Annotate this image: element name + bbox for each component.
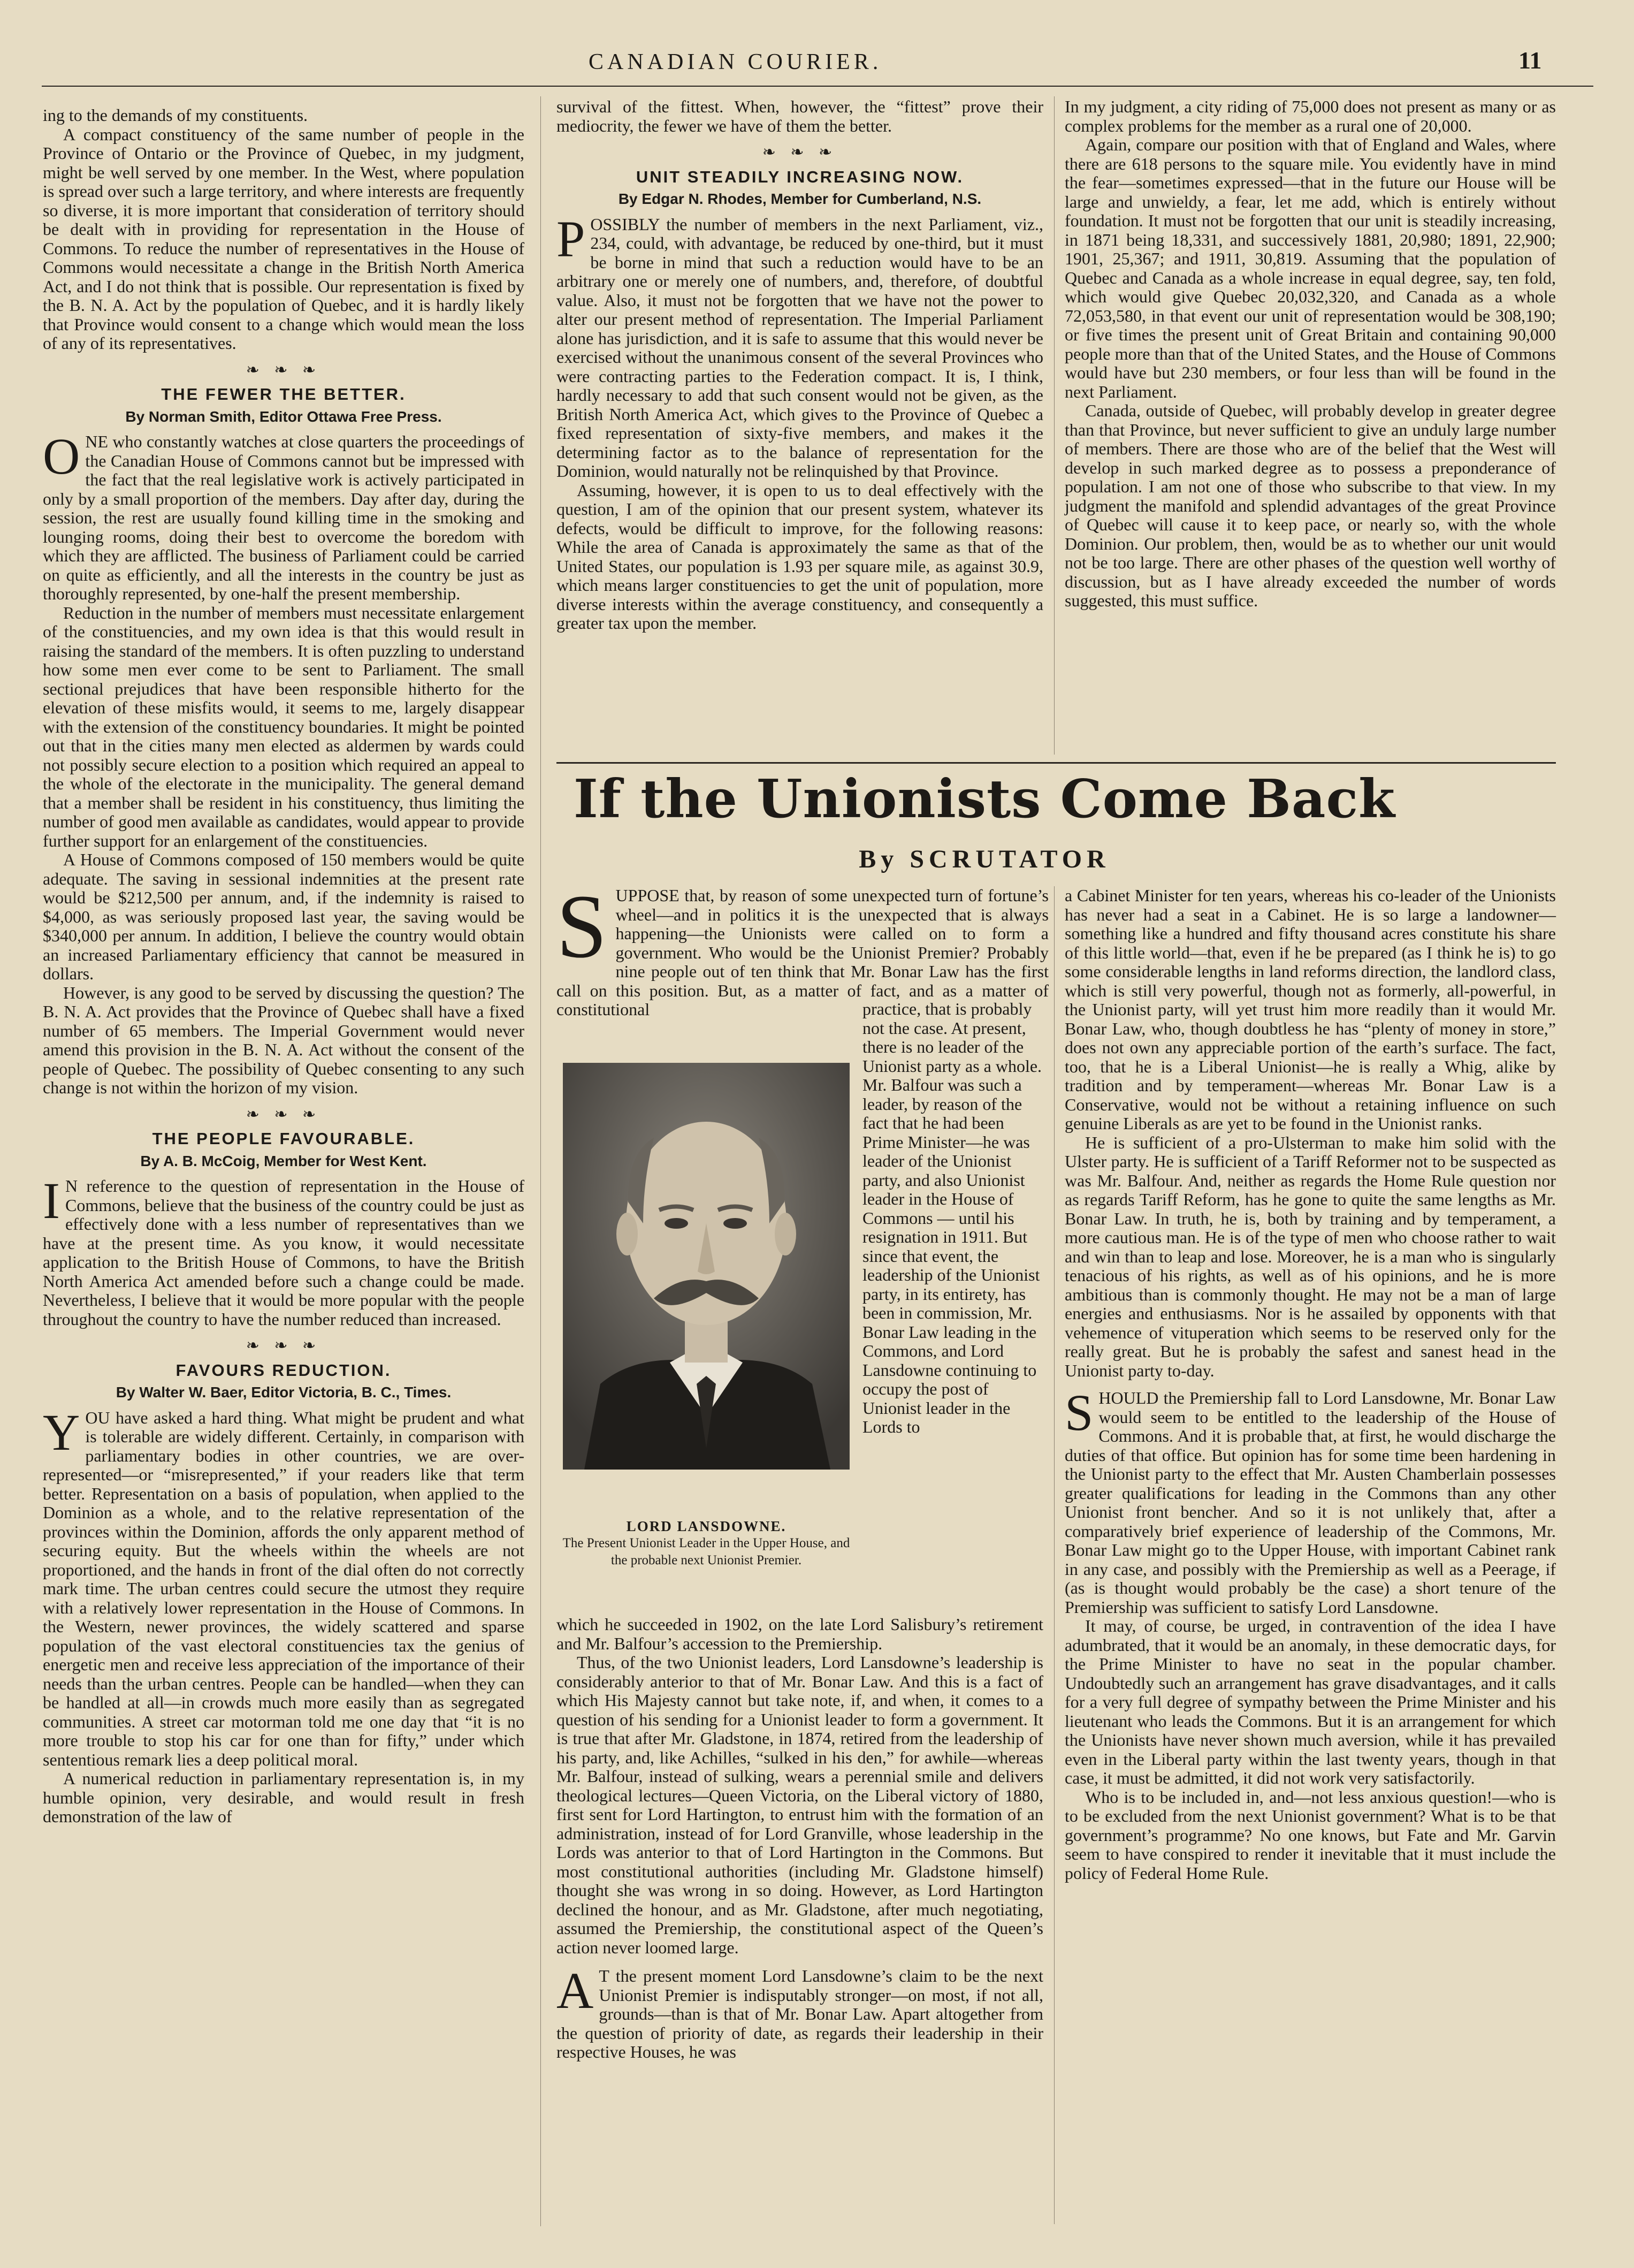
photo-caption — [558, 1518, 855, 1569]
section-title: THE PEOPLE FAVOURABLE. — [152, 1129, 415, 1148]
paragraph: YOU have asked a hard thing. What might be prudent and what is tolerable are widely different. Certainly, in comparison with parliamentary bodies in other countries, we are over-represented—or “misrepresented,” if your readers like that term better. Representation on a basis of population, when applied to the Dominion as a whole, and to the relative representation of the provinces within the Dominion, affords the only apparent method of securing equity. But the wheels within the wheels are not proportioned, and the hands in front of the dial often do not correctly mark time. The urban centres could secure the utmost they require with a relatively lower representation in the House of Commons. In the Western, newer provinces, the widely scattered and sparse population of the vast electoral constituencies tax the genius of energetic men and receive less appreciation of the importance of their needs than the urban centres. People can be handled—when they can be handled at all—in crowds much more easily than as segregated communities. A street car motorman told me one day that “it is no more trouble to stop his car for one than for fifty,” under which sententious remark lies a deep political moral. — [43, 1403, 524, 1769]
header-rule — [42, 86, 1593, 87]
feature-headline: If the Unionists Come Back — [573, 768, 1396, 830]
section-byline: By Edgar N. Rhodes, Member for Cumberland, N.S. — [618, 191, 982, 207]
section-title: THE FEWER THE BETTER. — [161, 385, 406, 404]
paragraph: Who is to be included in, and—not less anxious question!—who is to be excluded from the next Unionist government? What is to be that government’s programme? No one knows, but Fate and Mr. Garvin seem to have conspired to render it inevitable that it must include the policy of Federal Home Rule. — [1065, 1787, 1556, 1883]
section-byline: By A. B. McCoig, Member for West Kent. — [140, 1152, 427, 1169]
paragraph: practice, that is probably not the case. At present, there is no leader of the Unionist party as a whole. Mr. Balfour was such a leader, by reason of the fact that he had been Prime Minister—he was leader of the Unionist party, and also Unionist leader in the House of Commons — until his resignation in 1911. But since that event, the leadership of the Unionist party, in its entirety, has been in commission, Mr. Bonar Law leading in the Commons, and Lord Lansdowne continuing to occupy the post of Unionist leader in the Lords to — [862, 999, 1042, 1436]
paragraph: He is sufficient of a pro-Ulsterman to make him solid with the Ulster party. He is sufficient of a Tariff Reformer not to be suspected as was Mr. Balfour. And, neither as regards the Home Rule question nor as regards Tariff Reform, has he gone to quite the same lengths as Mr. Bonar Law. In truth, he is, both by training and by temperament, a more cautious man. He is of the type of men who choose rather to wait and win than to leap and lose. Moreover, he is a man who is singularly tenacious of his rights, as well as of his opinions, and he is more ambitious than is commonly thought. He may not be a man of large energies and enthusiasms. Nor is he assailed by opponents with that vehemence of vituperation which seems to be reserved only for the really great. But he is probably the safest and sanest head in the Unionist party to-day. — [1065, 1132, 1556, 1380]
feature-wrap-text — [862, 1000, 1043, 1437]
portrait-illustration — [563, 1063, 850, 1470]
feature-rule — [556, 762, 1556, 764]
paragraph: a Cabinet Minister for ten years, whereas his co-leader of the Unionists has never had a seat in a Cabinet. He is so large a landowner—something like a hundred and fifty thousand acres constitute his share of this little world—that, even if he be prepared (as I think he is) to go some considerable lengths in land reforms direction, the landlord class, which is still very powerful, though not as formerly, all-powerful, in the Unionist party, will yet trust him more readily than it would Mr. Bonar Law, who, though doubtless he has “plenty of money in store,” does not own any appreciable portion of the earth’s surface. The fact, too, that he is a Liberal Unionist—he is really a Whig, alike by tradition and by temperament—whereas Mr. Bonar Law is a Conservative, would not be without a retaining influence on such genuine Liberals as are yet to be found in the Unionist ranks. — [1065, 886, 1556, 1133]
paragraph: Canada, outside of Quebec, will probably develop in greater degree than that Province, but never sufficient to give an unduly large number of members. There are those who are of the belief that the West will develop in such marked degree as to possess a preponderance of population. I am not one of those who subscribe to that view. In my judgment the manifold and splendid advantages of the great Province of Quebec will cause it to keep pace, or nearly so, with the whole Dominion. Our problem, then, would be as to whether our unit would not be too large. There are other phases of the question well worthy of discussion, but as I have already exceeded the number of words suggested, this must suffice. — [1065, 401, 1556, 610]
ornament: ❧ ❧ ❧ — [762, 143, 838, 161]
paragraph: POSSIBLY the number of members in the next Parliament, viz., 234, could, with advantage, be reduced by one-third, but it must be borne in mind that such a reduction would have to be an arbitrary one or merely one of numbers, and, therefore, of doubtful value. Also, it must not be forgotten that we have not the power to alter our present method of representation. The Imperial Parliament alone has jurisdiction, and it is safe to assume that this would never be exercised without the unanimous consent of the several Provinces who were contracting parties to the Federation compact. It is, I think, hardly necessary to add that such consent would not be given, as the British North America Act, which gives to the Province of Quebec a fixed representation of sixty-five members, and makes it the determining factor as to the balance of representation for the Dominion, would naturally not be relinquished by that Province. — [556, 210, 1043, 481]
section-byline: By Walter W. Baer, Editor Victoria, B. C., Times. — [116, 1384, 452, 1401]
feature-column-a — [556, 1615, 1043, 2062]
paragraph: A House of Commons composed of 150 members would be quite adequate. The saving in sessional indemnities at the present rate would be $212,500 per annum, and, if the indemnity is raised to $4,000, as was seriously proposed last year, the saving would be $340,000 per annum. In addition, I believe the country would obtain an increased Parliamentary efficiency that cannot be measured in dollars. — [43, 850, 524, 983]
paragraph: A T the present moment Lord Lansdowne’s claim to be the next Unionist Premier is indisputably stronger—on most, if not all, grounds—than is that of Mr. Bonar Law. Apart altogether from the question of priority of date, as regards their leadership in their respective Houses, he was — [556, 1962, 1043, 2061]
drop-cap: O — [43, 428, 80, 485]
paragraph: which he succeeded in 1902, on the late Lord Salisbury’s retirement and Mr. Balfour’s accession to the Premiership. — [556, 1615, 1043, 1653]
paragraph: ing to the demands of my constituents. — [43, 105, 308, 125]
section-byline: By Norman Smith, Editor Ottawa Free Press. — [125, 408, 442, 425]
page-number: 11 — [1518, 47, 1542, 74]
paragraph: Assuming, however, it is open to us to deal effectively with the question, I am of the opinion that our present system, whatever its defects, would be difficult to improve, for the following reasons: While the area of Canada is approximately the same as that of the United States, our population is 1.93 per square mile, as against 30.9, which means larger constituencies to get the unit of population, more diverse interests within the average constituency, and consequently a greater tax upon the member. — [556, 480, 1043, 633]
portrait-photo — [563, 1063, 850, 1470]
drop-cap: S — [556, 876, 607, 977]
column-rule — [1054, 886, 1055, 2224]
column-2 — [556, 97, 1043, 633]
caption-text: The Present Unionist Leader in the Upper House, and the probable next Unionist Premier. — [562, 1536, 850, 1567]
column-3 — [1065, 97, 1556, 611]
column-rule — [540, 96, 541, 2226]
drop-cap: Y — [43, 1403, 80, 1461]
column-rule — [1054, 96, 1055, 755]
drop-cap: S — [1065, 1384, 1094, 1441]
paragraph: A numerical reduction in parliamentary representation is, in my humble opinion, very desirable, and would result in fresh demonstration of the law of — [43, 1769, 524, 1826]
column-1 — [43, 106, 524, 1826]
running-head: CANADIAN COURIER. — [589, 50, 882, 74]
paragraph: I N reference to the question of representation in the House of Commons, believe that the business of the country could be just as effectively done with a less number of representatives than we have at the present time. As you know, it would necessitate application to the British House of Commons, to have the British North America Act amended before such a change could be made. Nevertheless, I believe that it would be more popular with the people throughout the country to have the number reduced than increased. — [43, 1172, 524, 1329]
ornament: ❧ ❧ ❧ — [246, 1337, 322, 1354]
paragraph: Again, compare our position with that of England and Wales, where there are 618 persons to the square mile. You evidently have in mind the fear—sometimes expressed—that in the future our House will be large and unwieldy, a fear, let me add, which is entirely without foundation. It must not be forgotten that our unit is steadily increasing, in 1871 being 18,331, and successively 1881, 20,980; 1891, 22,900; 1901, 25,367; and 1911, 30,819. Assuming that the population of Quebec and Canada as a whole increase in equal degree, say, ten fold, which would give Quebec 20,032,320, and Canada as a whole 72,053,580, in that event our unit of representation would be 308,190; or five times the present unit of Great Britain and containing 90,000 people more than that of the United States, and the House of Commons would have but 230 members, or four less than will be found in the next Parliament. — [1065, 135, 1556, 401]
paragraph: Reduction in the number of members must necessitate enlargement of the constituencies, and my own idea is that this would result in raising the standard of the members. It is often puzzling to understand how some men ever come to be sent to Parliament. The small sectional prejudices that have been responsible hitherto for the elevation of these misfits would, it seems to me, largely disappear with the extension of the constituency boundaries. It might be pointed out that in the cities many men elected as aldermen by wards could not possibly secure election to a position which required an appeal to the whole of the electorate in the municipality. The general demand that a member shall be resident in his constituency, thus limiting the number of good men available as candidates, would appear to provide further support for an enlargement of the constituencies. — [43, 603, 524, 850]
paragraph: SUPPOSE that, by reason of some unexpected turn of fortune’s wheel—and in politics it is the unexpected that is always happening—the Unionists were called on to form a government. Who would be the Unionist Premier? Probably nine people out of ten think that Mr. Bonar Law has the first call on this position. But, as a matter of fact, and as a matter of constitutional — [556, 876, 1049, 1019]
section-title: FAVOURS REDUCTION. — [175, 1360, 392, 1380]
section-title: UNIT STEADILY INCREASING NOW. — [636, 167, 964, 186]
drop-cap: I — [43, 1172, 60, 1229]
ornament: ❧ ❧ ❧ — [246, 1105, 322, 1123]
drop-cap: A — [556, 1962, 594, 2019]
drop-cap: P — [556, 210, 585, 268]
paragraph: It may, of course, be urged, in contravention of the idea I have adumbrated, that it would be an anomaly, in these democratic days, for the Prime Minister to have no seat in the popular chamber. Undoubtedly such an arrangement has grave disadvantages, and it calls for a very full degree of sympathy between the Prime Minister and his lieutenant who leads the Commons. But it is an arrangement for which the Unionists have never shown much aversion, while it has prevailed even in the Liberal party within the last twenty years, though in that case, it must be admitted, it did not work very satisfactorily. — [1065, 1616, 1556, 1787]
feature-byline: By SCRUTATOR — [859, 845, 1110, 873]
feature-column-b — [1065, 886, 1556, 1883]
paragraph: However, is any good to be served by discussing the question? The B. N. A. Act provides that the Province of Quebec shall have a fixed number of 65 members. The Imperial Government would never amend this provision in the B. N. A. Act without the consent of the people of Quebec. The possibility of Quebec consenting to any such change is not within the horizon of my vision. — [43, 983, 524, 1097]
ornament: ❧ ❧ ❧ — [246, 361, 322, 379]
paragraph: Thus, of the two Unionist leaders, Lord Lansdowne’s leadership is considerably anterior to that of Mr. Bonar Law. And this is a fact of which His Majesty cannot but take note, if, and when, it comes to a question of his sending for a Unionist leader to form a government. It is true that after Mr. Gladstone, in 1874, retired from the leadership of his party, and, like Achilles, “sulked in his den,” for awhile—whereas Mr. Balfour, instead of sulking, wears a perennial smile and delivers theological lectures—Queen Victoria, on the Liberal victory of 1880, first sent for Lord Hartington, to entrust him with the formation of an administration, instead of for Lord Granville, whose leadership in the Lords was anterior to that of Lord Hartington in the Commons. But most constitutional authorities (including Mr. Gladstone himself) thought she was wrong in so doing. However, as Lord Hartington declined the honour, and as Mr. Gladstone, after much negotiating, assumed the Premiership, the constitutional aspect of the Queen’s action never loomed large. — [556, 1653, 1043, 1957]
paragraph: In my judgment, a city riding of 75,000 does not present as many or as complex problems for the member as a rural one of 20,000. — [1065, 97, 1556, 135]
caption-title: LORD LANSDOWNE. — [626, 1518, 787, 1534]
paragraph: SHOULD the Premiership fall to Lord Lansdowne, Mr. Bonar Law would seem to be entitled to the leadership of the House of Commons. And it is probable that, at first, he would discharge the duties of that office. But opinion has for some time been hardening in the Unionist party to the effect that Mr. Austen Chamberlain possesses greater qualifications for leading in the Commons than any other Unionist front bencher. And so it is not unlikely that, after a comparatively brief experience of leadership of the Commons, Mr. Bonar Law might go to the Upper House, with important Cabinet rank in any case, and possibly with the Premiership as well as a Peerage, if (as is thought would probably be the case) a short tenure of the Premiership was sufficient to satisfy Lord Lansdowne. — [1065, 1384, 1556, 1617]
paragraph: ONE who constantly watches at close quarters the proceedings of the Canadian House of Commons cannot but be impressed with the fact that the real legislative work is actively participated in only by a small proportion of the members. Day after day, during the session, the rest are usually found killing time in the smoking and lounging rooms, doing their best to overcome the boredom with which they are afflicted. The business of Parliament could be carried on quite as efficiently, and all the interests in the country be just as thoroughly represented, by one-half the present membership. — [43, 428, 524, 603]
paragraph: A compact constituency of the same number of people in the Province of Ontario or the Province of Quebec, in my judgment, might be well served by one member. In the West, where population is spread over such a large territory, and where interests are frequently so diverse, it is more important that consideration of territory should be dealt with in providing for representation in the House of Commons. To reduce the number of representatives in the House of Commons would necessitate a change in the British North America Act, and I do not think that is possible. Our representation is fixed by the B. N. A. Act by the population of Quebec, and it is hardly likely that Province would consent to a change which would mean the loss of any of its representatives. — [43, 124, 524, 353]
paragraph: survival of the fittest. When, however, the “fittest” prove their mediocrity, the fewer we have of them the better. — [556, 97, 1043, 135]
